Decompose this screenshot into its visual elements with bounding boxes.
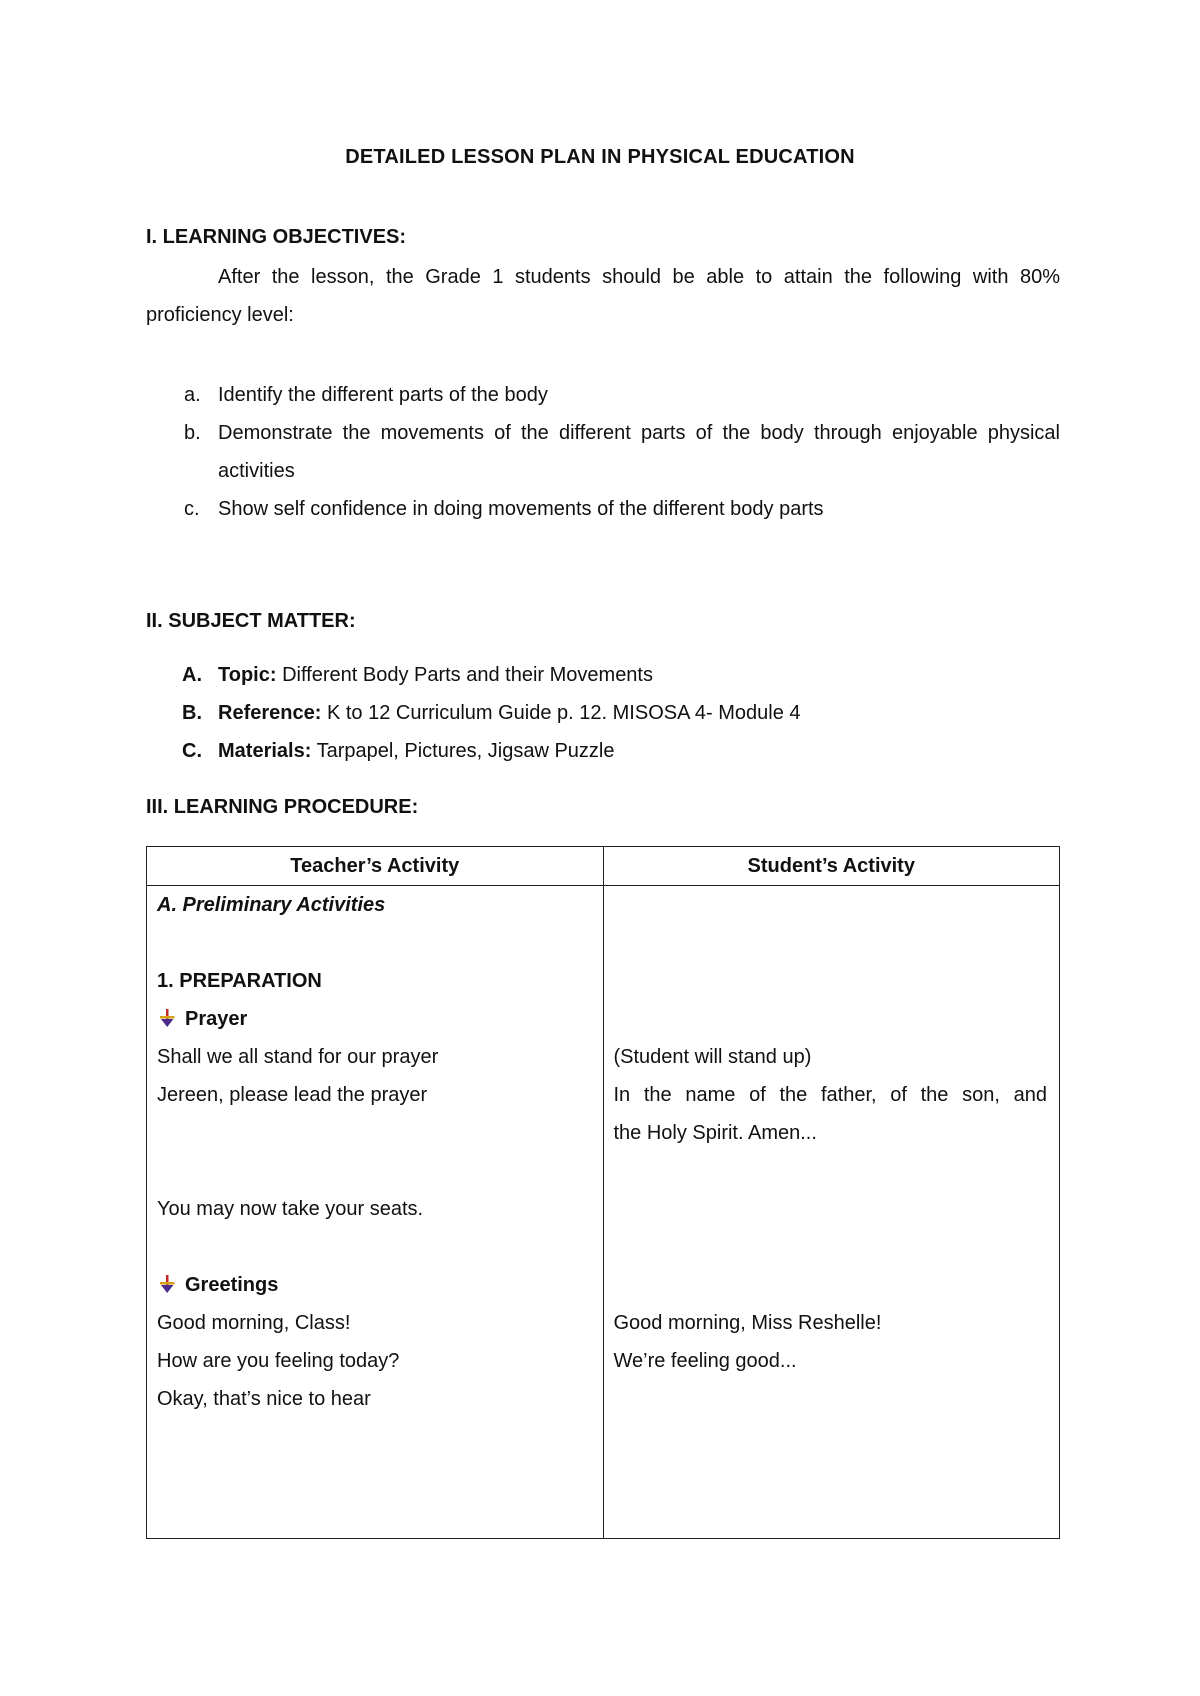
student-line: the Holy Spirit. Amen... bbox=[613, 1122, 817, 1144]
subject-matter-heading: II. SUBJECT MATTER: bbox=[146, 610, 356, 632]
student-activity-cell bbox=[603, 886, 1060, 1539]
list-item: A. Topic: Different Body Parts and their Movements bbox=[182, 664, 653, 686]
objectives-heading: I. LEARNING OBJECTIVES: bbox=[146, 226, 407, 248]
student-column-header: Student’s Activity bbox=[603, 847, 1060, 886]
teacher-line: Jereen, please lead the prayer bbox=[157, 1084, 428, 1106]
document-title: DETAILED LESSON PLAN IN PHYSICAL EDUCATION bbox=[345, 146, 855, 168]
step-title: 1. PREPARATION bbox=[157, 970, 322, 992]
procedure-table bbox=[146, 846, 1060, 1539]
student-line: (Student will stand up) bbox=[613, 1046, 812, 1068]
student-line: In the name of the father, of the son, and bbox=[613, 1084, 1047, 1106]
subject-matter-list bbox=[146, 656, 1060, 770]
prayer-label: Prayer bbox=[147, 1000, 591, 1038]
list-item: c. Show self confidence in doing movements of the different body parts bbox=[184, 498, 824, 520]
section-title: A. Preliminary Activities bbox=[157, 894, 386, 916]
teacher-line: Shall we all stand for our prayer bbox=[157, 1046, 439, 1068]
student-line: Good morning, Miss Reshelle! bbox=[613, 1312, 882, 1334]
objectives-list bbox=[146, 376, 1060, 528]
teacher-line: How are you feeling today? bbox=[157, 1350, 400, 1372]
greetings-label: Greetings bbox=[147, 1266, 591, 1304]
teacher-activity-cell bbox=[147, 886, 604, 1539]
teacher-line: You may now take your seats. bbox=[157, 1198, 424, 1220]
list-item: a. Identify the different parts of the body bbox=[184, 384, 548, 406]
teacher-line: Good morning, Class! bbox=[157, 1312, 351, 1334]
procedure-heading: III. LEARNING PROCEDURE: bbox=[146, 796, 419, 818]
teacher-line: Okay, that’s nice to hear bbox=[157, 1388, 371, 1410]
list-item: b. Demonstrate the movements of the different parts of the body through enjoyable physical activities bbox=[184, 422, 1060, 482]
arrow-bullet-icon bbox=[157, 1000, 185, 1038]
objectives-intro: After the lesson, the Grade 1 students should be able to attain the following with 80% proficiency level: bbox=[146, 266, 1060, 326]
list-item: B. Reference: K to 12 Curriculum Guide p. 12. MISOSA 4- Module 4 bbox=[182, 702, 801, 724]
student-line: We’re feeling good... bbox=[613, 1350, 797, 1372]
list-item: C. Materials: Tarpapel, Pictures, Jigsaw Puzzle bbox=[182, 740, 615, 762]
teacher-column-header: Teacher’s Activity bbox=[147, 847, 604, 886]
arrow-bullet-icon bbox=[157, 1266, 185, 1304]
